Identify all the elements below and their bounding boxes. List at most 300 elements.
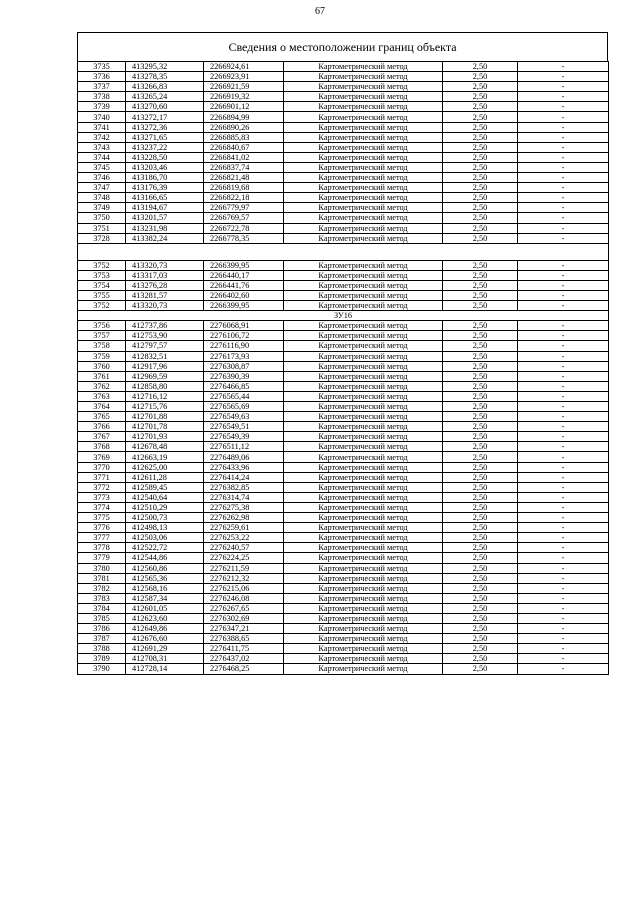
description-cell: - [518,563,609,573]
accuracy-cell: 2,50 [443,132,518,142]
coordinate-x: 413295,32 [126,62,204,72]
description-cell: - [518,233,609,243]
point-number: 3771 [78,472,126,482]
method-cell: Картометрический метод [284,341,443,351]
accuracy-cell: 2,50 [443,233,518,243]
method-cell: Картометрический метод [284,482,443,492]
accuracy-cell: 2,50 [443,573,518,583]
coordinate-y: 2276466,85 [204,381,284,391]
section-label-row [78,311,609,321]
coordinate-x: 412858,80 [126,381,204,391]
accuracy-cell: 2,50 [443,603,518,613]
point-number: 3777 [78,533,126,543]
description-cell: - [518,502,609,512]
accuracy-cell: 2,50 [443,162,518,172]
table-row [78,82,609,92]
point-number: 3735 [78,62,126,72]
description-cell: - [518,533,609,543]
method-cell: Картометрический метод [284,132,443,142]
point-number: 3762 [78,381,126,391]
table-row [78,351,609,361]
method-cell: Картометрический метод [284,321,443,331]
method-cell: Картометрический метод [284,162,443,172]
point-number: 3756 [78,321,126,331]
method-cell: Картометрический метод [284,92,443,102]
coordinate-y: 2276116,90 [204,341,284,351]
description-cell: - [518,593,609,603]
table-row [78,391,609,401]
coordinate-x: 412715,76 [126,402,204,412]
description-cell: - [518,183,609,193]
coordinate-x: 412917,96 [126,361,204,371]
method-cell: Картометрический метод [284,513,443,523]
method-cell: Картометрический метод [284,301,443,311]
table-row [78,482,609,492]
table-row [78,152,609,162]
accuracy-cell: 2,50 [443,193,518,203]
point-number: 3776 [78,523,126,533]
coordinate-x: 412544,86 [126,553,204,563]
accuracy-cell: 2,50 [443,502,518,512]
table-row [78,593,609,603]
point-number: 3749 [78,203,126,213]
table-row [78,72,609,82]
coordinate-y: 2276314,74 [204,492,284,502]
method-cell: Картометрический метод [284,391,443,401]
coordinate-y: 2266923,91 [204,72,284,82]
coordinate-x: 412708,31 [126,654,204,664]
description-cell: - [518,102,609,112]
table-row [78,321,609,331]
method-cell: Картометрический метод [284,331,443,341]
coordinate-y: 2276433,96 [204,462,284,472]
description-cell: - [518,82,609,92]
coordinate-y: 2276411,75 [204,644,284,654]
coordinate-x: 413176,39 [126,183,204,193]
accuracy-cell: 2,50 [443,72,518,82]
description-cell: - [518,664,609,674]
section-label: ЗУ16 [78,311,609,321]
coordinate-y: 2276240,57 [204,543,284,553]
table-row [78,462,609,472]
description-cell: - [518,624,609,634]
description-cell: - [518,260,609,270]
coordinate-x: 412701,78 [126,422,204,432]
table-row [78,533,609,543]
point-number: 3761 [78,371,126,381]
point-number: 3770 [78,462,126,472]
point-number: 3784 [78,603,126,613]
accuracy-cell: 2,50 [443,442,518,452]
table-row [78,341,609,351]
accuracy-cell: 2,50 [443,412,518,422]
table-row [78,270,609,280]
method-cell: Картометрический метод [284,492,443,502]
accuracy-cell: 2,50 [443,563,518,573]
coordinate-x: 412737,86 [126,321,204,331]
page-number: 67 [315,6,325,17]
coordinate-y: 2276308,87 [204,361,284,371]
description-cell: - [518,634,609,644]
table-row [78,624,609,634]
table-row [78,301,609,311]
point-number: 3789 [78,654,126,664]
point-number: 3738 [78,92,126,102]
table-row [78,563,609,573]
coordinate-y: 2276253,22 [204,533,284,543]
accuracy-cell: 2,50 [443,371,518,381]
method-cell: Картометрический метод [284,183,443,193]
coordinate-x: 412568,16 [126,583,204,593]
description-cell: - [518,613,609,623]
coordinate-y: 2276347,21 [204,624,284,634]
method-cell: Картометрический метод [284,624,443,634]
method-cell: Картометрический метод [284,502,443,512]
coordinate-y: 2266890,26 [204,122,284,132]
method-cell: Картометрический метод [284,351,443,361]
accuracy-cell: 2,50 [443,492,518,502]
table-row [78,371,609,381]
coordinate-x: 412701,93 [126,432,204,442]
description-cell: - [518,513,609,523]
method-cell: Картометрический метод [284,603,443,613]
coordinate-x: 413382,24 [126,233,204,243]
point-number: 3751 [78,223,126,233]
method-cell: Картометрический метод [284,381,443,391]
coordinate-x: 413166,65 [126,193,204,203]
method-cell: Картометрический метод [284,634,443,644]
description-cell: - [518,492,609,502]
accuracy-cell: 2,50 [443,391,518,401]
accuracy-cell: 2,50 [443,513,518,523]
coordinate-x: 413317,03 [126,270,204,280]
method-cell: Картометрический метод [284,280,443,290]
method-cell: Картометрический метод [284,290,443,300]
accuracy-cell: 2,50 [443,523,518,533]
description-cell: - [518,371,609,381]
coordinate-x: 413270,60 [126,102,204,112]
section-title: Сведения о местоположении границ объекта [77,32,608,61]
coordinate-y: 2266402,60 [204,290,284,300]
coordinate-x: 412611,28 [126,472,204,482]
accuracy-cell: 2,50 [443,142,518,152]
coordinate-y: 2266837,74 [204,162,284,172]
method-cell: Картометрический метод [284,102,443,112]
point-number: 3764 [78,402,126,412]
coordinate-y: 2276068,91 [204,321,284,331]
method-cell: Картометрический метод [284,72,443,82]
coordinate-y: 2276267,65 [204,603,284,613]
coordinate-x: 412587,34 [126,593,204,603]
coordinate-x: 412498,13 [126,523,204,533]
table-row [78,412,609,422]
point-number: 3781 [78,573,126,583]
accuracy-cell: 2,50 [443,290,518,300]
method-cell: Картометрический метод [284,613,443,623]
description-cell: - [518,142,609,152]
point-number: 3787 [78,634,126,644]
method-cell: Картометрический метод [284,432,443,442]
coordinate-y: 2266769,57 [204,213,284,223]
accuracy-cell: 2,50 [443,432,518,442]
accuracy-cell: 2,50 [443,351,518,361]
accuracy-cell: 2,50 [443,654,518,664]
table-row [78,361,609,371]
table-row [78,472,609,482]
coordinate-y: 2276215,06 [204,583,284,593]
coordinate-x: 412691,29 [126,644,204,654]
table-row [78,492,609,502]
method-cell: Картометрический метод [284,573,443,583]
table-row [78,402,609,412]
coordinate-y: 2276388,65 [204,634,284,644]
table-row [78,523,609,533]
accuracy-cell: 2,50 [443,422,518,432]
coordinate-y: 2266841,02 [204,152,284,162]
method-cell: Картометрический метод [284,213,443,223]
coordinate-y: 2266919,32 [204,92,284,102]
coordinate-x: 412522,72 [126,543,204,553]
point-number: 3758 [78,341,126,351]
point-number: 3736 [78,72,126,82]
point-number: 3780 [78,563,126,573]
coordinate-x: 412601,05 [126,603,204,613]
accuracy-cell: 2,50 [443,82,518,92]
accuracy-cell: 2,50 [443,543,518,553]
description-cell: - [518,543,609,553]
description-cell: - [518,112,609,122]
coordinate-x: 413228,50 [126,152,204,162]
description-cell: - [518,553,609,563]
coordinate-y: 2266924,61 [204,62,284,72]
coordinate-x: 412728,14 [126,664,204,674]
accuracy-cell: 2,50 [443,173,518,183]
table-row [78,664,609,674]
table-row [78,162,609,172]
coordinate-x: 412678,48 [126,442,204,452]
coordinate-x: 412503,06 [126,533,204,543]
accuracy-cell: 2,50 [443,102,518,112]
point-number: 3737 [78,82,126,92]
coordinate-y: 2276246,08 [204,593,284,603]
coordinate-y: 2266722,78 [204,223,284,233]
coordinate-y: 2276382,85 [204,482,284,492]
point-number: 3754 [78,280,126,290]
point-number: 3778 [78,543,126,553]
point-number: 3752 [78,260,126,270]
coordinate-x: 412832,51 [126,351,204,361]
point-number: 3760 [78,361,126,371]
table-row [78,442,609,452]
method-cell: Картометрический метод [284,583,443,593]
description-cell: - [518,301,609,311]
accuracy-cell: 2,50 [443,122,518,132]
coordinate-x: 412500,73 [126,513,204,523]
method-cell: Картометрический метод [284,270,443,280]
accuracy-cell: 2,50 [443,624,518,634]
method-cell: Картометрический метод [284,402,443,412]
coordinate-y: 2266840,67 [204,142,284,152]
accuracy-cell: 2,50 [443,112,518,122]
method-cell: Картометрический метод [284,122,443,132]
accuracy-cell: 2,50 [443,644,518,654]
coordinate-x: 412623,60 [126,613,204,623]
method-cell: Картометрический метод [284,412,443,422]
coordinate-x: 412797,57 [126,341,204,351]
method-cell: Картометрический метод [284,260,443,270]
separator-cell [78,243,609,260]
description-cell: - [518,92,609,102]
accuracy-cell: 2,50 [443,331,518,341]
table-row [78,654,609,664]
point-number: 3755 [78,290,126,300]
method-cell: Картометрический метод [284,152,443,162]
point-number: 3786 [78,624,126,634]
description-cell: - [518,402,609,412]
method-cell: Картометрический метод [284,543,443,553]
accuracy-cell: 2,50 [443,321,518,331]
table-row [78,644,609,654]
accuracy-cell: 2,50 [443,482,518,492]
description-cell: - [518,203,609,213]
point-number: 3765 [78,412,126,422]
table-row [78,62,609,72]
point-number: 3768 [78,442,126,452]
coordinate-x: 412589,45 [126,482,204,492]
description-cell: - [518,331,609,341]
description-cell: - [518,381,609,391]
method-cell: Картометрический метод [284,523,443,533]
table-row [78,142,609,152]
table-row [78,603,609,613]
coordinate-y: 2266399,95 [204,301,284,311]
description-cell: - [518,341,609,351]
description-cell: - [518,472,609,482]
coordinate-y: 2276302,69 [204,613,284,623]
description-cell: - [518,280,609,290]
method-cell: Картометрический метод [284,223,443,233]
point-number: 3752 [78,301,126,311]
coordinate-y: 2276468,25 [204,664,284,674]
coordinate-x: 413320,73 [126,301,204,311]
point-number: 3740 [78,112,126,122]
description-cell: - [518,432,609,442]
point-number: 3766 [78,422,126,432]
point-number: 3767 [78,432,126,442]
coordinate-x: 412701,88 [126,412,204,422]
description-cell: - [518,361,609,371]
coordinate-x: 413265,24 [126,92,204,102]
table-row [78,613,609,623]
description-cell: - [518,152,609,162]
accuracy-cell: 2,50 [443,583,518,593]
table-row [78,543,609,553]
point-number: 3783 [78,593,126,603]
coordinate-x: 412625,00 [126,462,204,472]
coordinate-y: 2266885,83 [204,132,284,142]
method-cell: Картометрический метод [284,593,443,603]
coordinate-x: 412969,59 [126,371,204,381]
accuracy-cell: 2,50 [443,223,518,233]
method-cell: Картометрический метод [284,654,443,664]
method-cell: Картометрический метод [284,233,443,243]
point-number: 3763 [78,391,126,401]
accuracy-cell: 2,50 [443,402,518,412]
coordinate-y: 2266822,18 [204,193,284,203]
coordinate-y: 2266399,95 [204,260,284,270]
point-number: 3745 [78,162,126,172]
method-cell: Картометрический метод [284,664,443,674]
table-row [78,432,609,442]
coordinate-y: 2276437,02 [204,654,284,664]
point-number: 3748 [78,193,126,203]
table-row [78,233,609,243]
table-row [78,132,609,142]
description-cell: - [518,412,609,422]
coordinate-y: 2266778,35 [204,233,284,243]
description-cell: - [518,422,609,432]
method-cell: Картометрический метод [284,142,443,152]
point-number: 3728 [78,233,126,243]
description-cell: - [518,223,609,233]
accuracy-cell: 2,50 [443,452,518,462]
description-cell: - [518,452,609,462]
accuracy-cell: 2,50 [443,533,518,543]
coordinate-y: 2276414,24 [204,472,284,482]
coordinates-section [77,32,608,675]
description-cell: - [518,482,609,492]
description-cell: - [518,462,609,472]
description-cell: - [518,573,609,583]
description-cell: - [518,583,609,593]
table-row [78,573,609,583]
method-cell: Картометрический метод [284,361,443,371]
accuracy-cell: 2,50 [443,462,518,472]
separator-row [78,243,609,260]
method-cell: Картометрический метод [284,462,443,472]
coordinate-y: 2266441,76 [204,280,284,290]
description-cell: - [518,391,609,401]
coordinate-x: 413281,57 [126,290,204,300]
description-cell: - [518,351,609,361]
coordinate-x: 413203,46 [126,162,204,172]
description-cell: - [518,173,609,183]
point-number: 3753 [78,270,126,280]
accuracy-cell: 2,50 [443,613,518,623]
coordinate-y: 2266779,97 [204,203,284,213]
accuracy-cell: 2,50 [443,381,518,391]
coordinate-y: 2276212,32 [204,573,284,583]
description-cell: - [518,644,609,654]
table-row [78,92,609,102]
point-number: 3744 [78,152,126,162]
description-cell: - [518,290,609,300]
point-number: 3772 [78,482,126,492]
accuracy-cell: 2,50 [443,203,518,213]
accuracy-cell: 2,50 [443,634,518,644]
coordinate-x: 413272,36 [126,122,204,132]
description-cell: - [518,442,609,452]
coordinate-y: 2276262,98 [204,513,284,523]
description-cell: - [518,213,609,223]
description-cell: - [518,193,609,203]
table-row [78,381,609,391]
point-number: 3773 [78,492,126,502]
coordinate-x: 412716,12 [126,391,204,401]
description-cell: - [518,132,609,142]
description-cell: - [518,62,609,72]
coordinate-y: 2266821,48 [204,173,284,183]
